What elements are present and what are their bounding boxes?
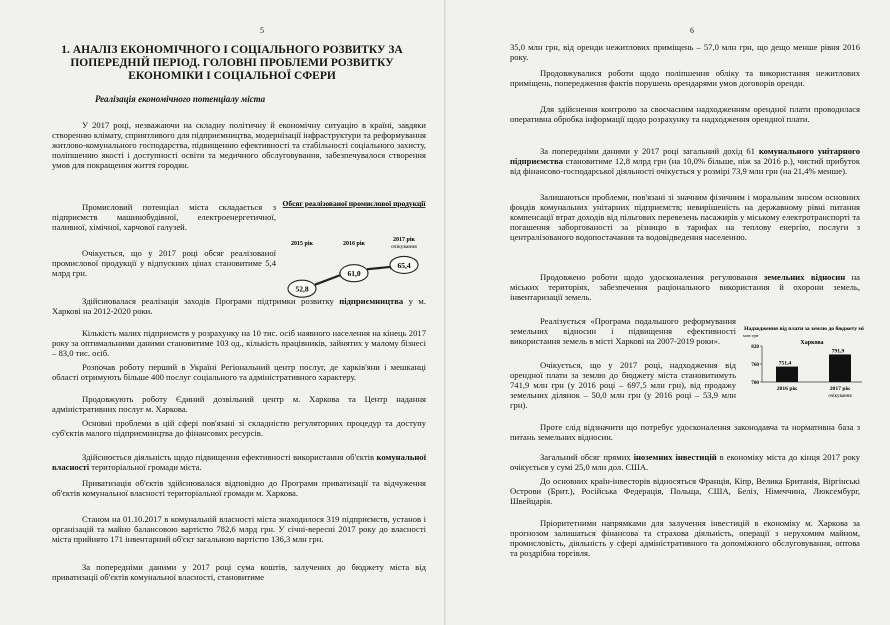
axis-label: млн грн <box>743 333 759 338</box>
paragraph: У 2017 році, незважаючи на складну політичну й економічну ситуацію в країні, завдяки створенню клімату, сприятливого для підприємництва, модернізації інфраструктури та реформування житлово-комунального господарства, підвищенню ефективності та стабільності соціального захисту, поліпшенню якості і доступності освіти та медичного обслуговування, забезпечувалося створення умов для покращення життя городян. <box>52 120 426 170</box>
land-revenue-chart-svg <box>742 324 864 400</box>
paragraph: Здійснювалася реалізація заходів Програми підтримки розвитку підприємництва у м. Харкові на 2012-2020 роки. <box>52 296 426 316</box>
data-label: 751,4 <box>778 360 792 367</box>
bar <box>829 354 851 382</box>
trend-arrow-line <box>315 275 340 284</box>
paragraph: Продовжувалися роботи щодо поліпшення обліку та використання нежитлових приміщень, попередження фактів порушень орендарями умов договорів оренди. <box>510 68 860 88</box>
category-label: 2016 рік <box>343 241 365 247</box>
bold-term: комунальної власності <box>52 452 426 472</box>
paragraph: Промисловий потенціал міста складається з підприємств машинобудівної, електроенергетичної, паливної, хімічної, харчової галузей. <box>52 202 276 232</box>
paragraph: Станом на 01.10.2017 в комунальній власності міста знаходилося 319 підприємств, установ і організацій та майно балансовою вартістю 782,6 млрд грн. У січні-вересні 2017 року до власності міста прийнято 171 інвентарний об'єкт загальною вартістю 136,3 млн грн. <box>52 514 426 544</box>
paragraph: За попередніми даними у 2017 році сума коштів, залучених до бюджету міста від приватизації об'єктів комунальної власності, становитиме <box>52 562 426 582</box>
paragraph: Очікується, що у 2017 році, надходження від орендної плати за землю до бюджету міста становитимуть 741,9 млн грн (у 2016 році – 697,5 млн грн), від продажу земельних ділянок – 50,0 млн грн (у 2016 році – 53,9 млн грн). <box>510 360 736 410</box>
page-number: 6 <box>690 26 694 35</box>
paragraph: Пріоритетними напрямками для залучення інвестицій в економіку м. Харкова за прогнозом залишаться фінансова та страхова діяльність, операції з нерухомим майном, промисловість, діяльність у сфері адміністративного та допоміжного обслуговування, оптова та роздрібна торгівля. <box>510 518 860 558</box>
y-tick-label: 700 <box>751 380 759 386</box>
category-label: 2017 рік <box>829 386 851 392</box>
y-tick-label: 760 <box>751 362 759 368</box>
paragraph: Очікується, що у 2017 році обсяг реалізованої промислової продукції у відпускних цінах становитиме 5,4 млрд грн. <box>52 248 276 278</box>
industrial-output-chart-svg <box>282 198 426 308</box>
data-label: 791,9 <box>831 348 845 355</box>
paragraph: Кількість малих підприємств у розрахунку на 10 тис. осіб наявного населення на кінець 2017 року за оптимальними даними становитиме 103 од., кількість працівників, зайнятих у малому бізнесі – 83,0 тис. осіб. <box>52 328 426 358</box>
category-label: 2016 рік <box>776 386 798 392</box>
paragraph: Розпочав роботу перший в Україні Регіональний центр послуг, де харків'яни і мешканці області отримують більше 400 послуг соціального та адміністративного характеру. <box>52 362 426 382</box>
bold-term: комунального унітарного підприємства <box>510 146 860 166</box>
chart-subtitle: Харкова <box>800 340 824 346</box>
paragraph: Здійснюється діяльність щодо підвищення ефективності використання об'єктів комунальної власності територіальної громади міста. <box>52 452 426 472</box>
paragraph: 35,0 млн грн, від оренди нежитлових приміщень – 57,0 млн грн, що дещо менше рівня 2016 року. <box>510 42 860 62</box>
paragraph: За попередніми даними у 2017 році загальний дохід 61 комунального унітарного підприємства становитиме 12,8 млрд грн (на 10,0% більше, ніж за 2016 р.), чистий прибуток від фінансово-господарської діяльності очікується у розмірі 73,9 млн грн (на 21,4% менше). <box>510 146 860 176</box>
category-label: 2017 рік <box>393 237 415 243</box>
y-tick-label: 820 <box>751 344 759 350</box>
chart-title: Обсяг реалізованої промислової продукції <box>282 199 426 208</box>
section-heading: 1. АНАЛІЗ ЕКОНОМІЧНОГО І СОЦІАЛЬНОГО РОЗВИТКУ ЗА ПОПЕРЕДНІЙ ПЕРІОД. ГОЛОВНІ ПРОБЛЕМИ РОЗВИТКУ ЕКОНОМІКИ І СОЦІАЛЬНОЇ СФЕРИ <box>61 44 403 82</box>
paragraph: Продовжено роботи щодо удосконалення регулювання земельних відносин на міських територіях, забезпечення раціонального використання й охорони земель, інвентаризації земель. <box>510 272 861 302</box>
paragraph: До основних країн-інвесторів відносяться Франція, Кіпр, Велика Британія, Віргінські Острови (Брит.), Російська Федерація, Польща, США, Беліз, Німеччина, Люксембург, Швейцарія. <box>510 476 860 506</box>
paragraph: Приватизація об'єктів здійснювалася відповідно до Програми приватизації та відчуження об'єктів комунальної власності територіальної громади м. Харкова. <box>52 478 426 498</box>
data-label: 52,8 <box>295 284 309 294</box>
paragraph: Загальний обсяг прямих іноземних інвестицій в економіку міста до кінця 2017 року очікується у сумі 25,0 млн дол. США. <box>510 452 860 472</box>
bold-term: земельних відносин <box>763 272 846 282</box>
paragraph: Для здійснення контролю за своєчасним надходженням орендної плати проводилася оперативна обробка інформації щодо розрахунку та надходження орендної плати. <box>510 104 860 124</box>
data-label: 61,0 <box>347 269 361 279</box>
land-revenue-chart <box>742 324 864 400</box>
paragraph: Реалізується «Програма подальшого реформування земельних відносин і підвищення ефективності використання земель в місті Харкові на 2007-2019 роки». <box>510 316 736 346</box>
bold-term: підприємництва <box>339 296 404 306</box>
data-label: 65,4 <box>397 260 411 270</box>
category-label: 2015 рік <box>291 241 313 247</box>
bold-term: іноземних інвестицій <box>633 452 717 462</box>
category-label: очікування <box>391 244 417 250</box>
trend-arrow-line <box>367 267 390 269</box>
bar <box>776 367 798 382</box>
paragraph: Залишаються проблеми, пов'язані зі значним фізичним і моральним зносом основних фондів комунальних унітарних підприємств; невирішеність на державному рівні питання компенсації втрат доходів від пільгових перевезень пасажирів у міському електротранспорті та погашення заборгованості за різницю в тарифах на теплову енергію, послуги з централізованого водопостачання та водовідведення населенню. <box>510 192 860 242</box>
industrial-output-chart <box>282 198 426 308</box>
paragraph: Проте слід відзначити що потребує удосконалення законодавча та нормативна база з питань земельних відносин. <box>510 422 860 442</box>
paragraph: Продовжують роботу Єдиний дозвільний центр м. Харкова та Центр надання адміністративних послуг м. Харкова. <box>52 394 426 414</box>
paragraph: Основні проблеми в цій сфері пов'язані зі складністю регуляторних процедур та доступу суб'єктів малого підприємництва до фінансових ресурсів. <box>52 418 426 438</box>
subheading: Реалізація економічного потенціалу міста <box>95 94 266 104</box>
chart-title: Надходження від плати за землю до бюджету міста <box>744 326 864 332</box>
page-number: 5 <box>260 26 264 35</box>
category-label: очікування <box>828 394 852 399</box>
